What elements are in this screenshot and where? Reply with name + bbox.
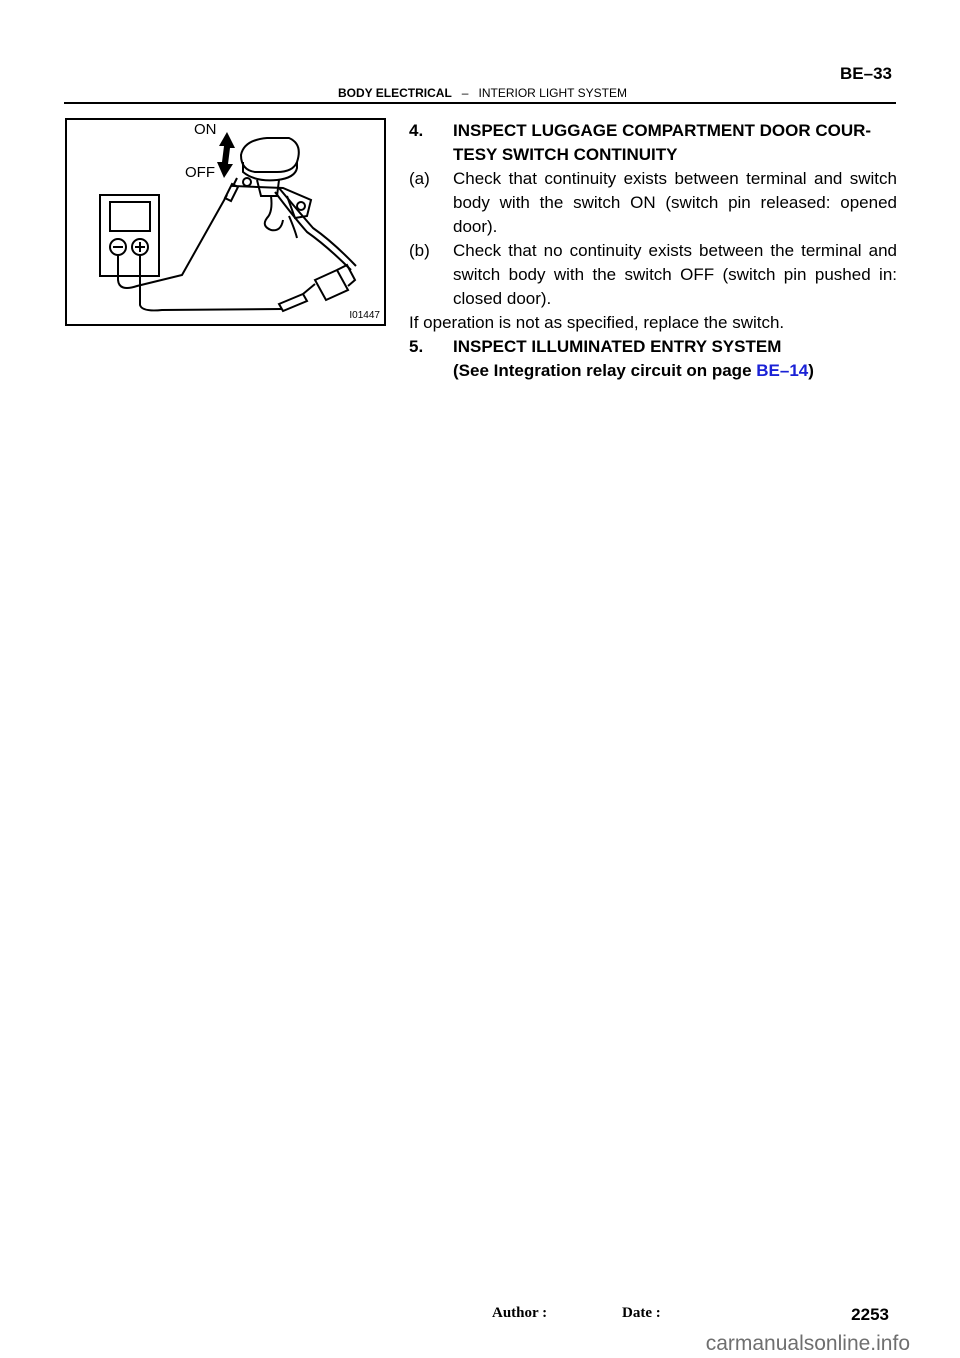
watermark: carmanualsonline.info [705,1332,910,1355]
on-off-arrow [217,132,235,178]
step-5-heading [409,335,897,383]
step-4-title-line2: TESY SWITCH CONTINUITY [453,145,678,164]
header-rule [64,102,896,104]
step-4-heading [409,119,897,167]
step-5-number: 5. [409,337,424,356]
footer-page-number: 2253 [851,1305,889,1324]
item-b-label: (b) [409,241,430,260]
probe-lead-positive [140,255,282,310]
step-5-reference [453,359,814,383]
step-5-ref-prefix: (See Integration relay circuit on page [453,361,757,380]
ohmmeter-display [110,202,150,231]
footer-author-label: Author : [492,1305,548,1321]
page-link-be-14[interactable]: BE–14 [756,361,809,380]
step-5-ref-suffix: ) [808,361,814,380]
switch-ohmmeter-illustration [67,120,384,324]
switch-inspection-figure [65,118,386,326]
section-header [338,86,627,100]
figure-code: I01447 [349,310,380,321]
step-4-number: 4. [409,121,424,140]
item-a-label: (a) [409,169,430,188]
step-4-title-line1: INSPECT LUGGAGE COMPARTMENT DOOR COUR- [453,121,872,140]
page-number-code: BE–33 [840,64,892,83]
procedure-text [409,119,897,383]
item-a-text: Check that continuity exists between terminal and switch body with the switch ON (switch pin released: opened door). [453,169,897,236]
figure-label-off: OFF [185,164,215,181]
footer-date-label: Date : [622,1305,661,1321]
wire-connector [315,270,348,300]
courtesy-switch [241,138,299,172]
section-separator: – [461,86,469,100]
note-text: If operation is not as specified, replace the switch. [409,313,785,332]
item-b-text: Check that no continuity exists between the terminal and switch body with the switch OFF (switch pin pushed in: closed door). [453,241,897,308]
subsection-title: INTERIOR LIGHT SYSTEM [478,86,627,100]
figure-label-on: ON [194,121,217,138]
item-b [409,239,897,311]
item-a [409,167,897,239]
step-5-title: INSPECT ILLUMINATED ENTRY SYSTEM [453,337,782,356]
section-title: BODY ELECTRICAL [338,86,452,100]
